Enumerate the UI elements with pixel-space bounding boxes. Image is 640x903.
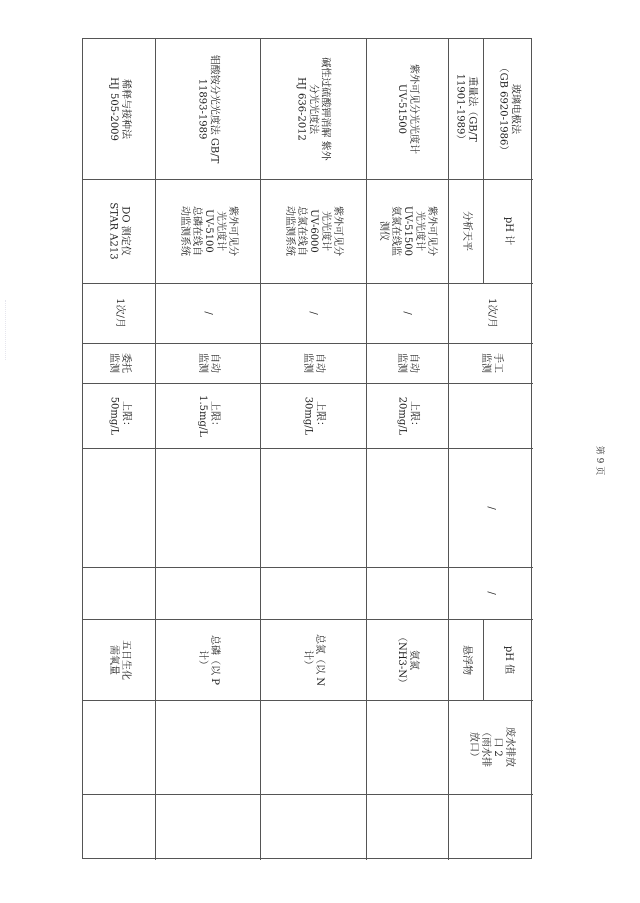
method-nh3: 紫外可见分光光度计 UV-51500 <box>396 64 419 154</box>
frequency-nh3: / <box>402 311 413 315</box>
frequency-tn: / <box>308 311 319 315</box>
value-outlet2-b: / <box>485 591 497 595</box>
pollutant-ph: pH 值 <box>503 645 514 674</box>
frequency-outlet2: 1次/月 <box>485 298 497 328</box>
page-number: 第 9 页 <box>594 445 605 475</box>
frequency-tp: / <box>202 311 214 315</box>
limit-tn: 上限： 30mg/L <box>302 396 325 435</box>
value-outlet2-a: / <box>485 505 497 510</box>
mode-nh3: 自动 监测 <box>396 353 419 373</box>
mode-bod5: 委托 监测 <box>108 353 131 373</box>
limit-nh3: 上限： 20mg/L <box>396 396 419 435</box>
mode-tn: 自动 监测 <box>302 353 325 373</box>
pollutant-tp: 总磷（以 P 计） <box>196 634 220 685</box>
pollutant-bod5: 五日生化 需氧量 <box>108 639 131 680</box>
method-ph: 玻璃电极法 （GB 6920-1986） <box>497 62 521 156</box>
pollutant-tn: 总氮（以 N 计） <box>302 633 325 686</box>
instrument-ss: 分析天平 <box>460 211 472 251</box>
instrument-ph: pH 计 <box>503 216 514 246</box>
monitoring-table <box>82 38 532 859</box>
instrument-nh3: 紫外可见分 光光度计 UV-51500 氨氮在线监 测仪 <box>378 206 437 256</box>
method-bod5: 稀释与接种法 HJ 505-2009 <box>107 77 131 141</box>
mode-outlet2: 手工 监测 <box>479 353 503 373</box>
mode-tp: 自动 监测 <box>196 353 220 373</box>
frequency-bod5: 1次/月 <box>113 298 125 328</box>
scan-edge-mark <box>5 300 16 360</box>
method-ss: 重量法（GB/T 11901-1989） <box>454 73 478 145</box>
pollutant-ss: 悬浮物 <box>460 644 472 675</box>
instrument-bod5: DO 测定仪 STAR A213 <box>108 202 131 260</box>
limit-tp: 上限： 1.5mg/L <box>196 394 220 437</box>
outlet-label: 废水排放 口 2 （雨水排 放口） <box>467 727 515 767</box>
instrument-tn: 紫外可见分 光光度计 UV-6000 总氮在线自 动监测系统 <box>284 206 343 256</box>
pollutant-nh3: 氨氮 （NH3-N） <box>396 631 419 688</box>
limit-bod5: 上限： 50mg/L <box>108 396 131 435</box>
instrument-tp: 紫外可见分 光光度计 UV-5100 总磷在线自 动监测系统 <box>178 206 238 256</box>
method-tn: 碱性过硫酸钾消解 紫外 分光光度法 HJ 636-2012 <box>296 57 331 161</box>
method-tp: 钼酸铵分光光度法 GB/T 11893-1989 <box>196 54 220 164</box>
